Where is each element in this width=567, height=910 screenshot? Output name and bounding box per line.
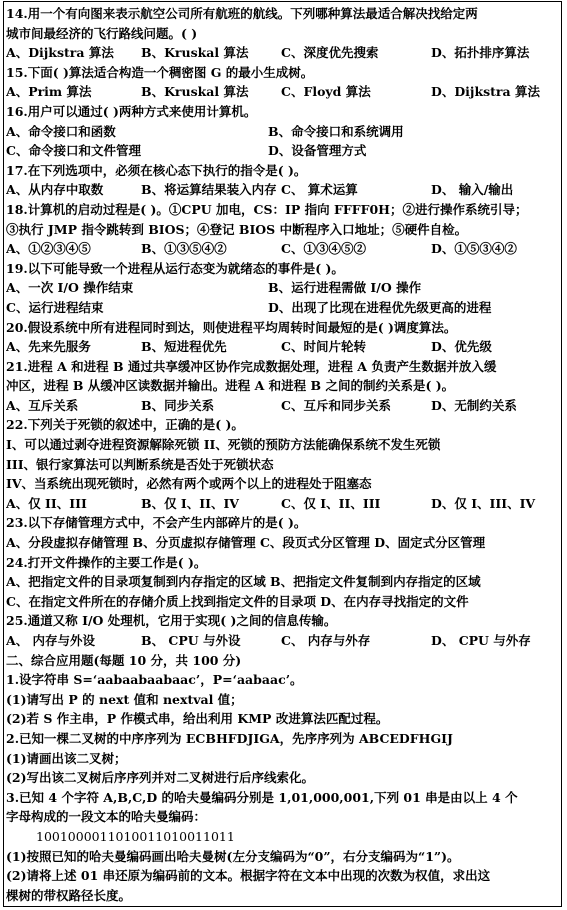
options-row [6,43,559,63]
option-item: A、 内存与外设 [6,633,96,648]
text-line: 25.通道又称 I/O 处理机，它用于实现( )之间的信息传输。 [6,613,337,629]
text-line: ③执行 JMP 指令跳转到 BIOS；④登记 BIOS 中断程序入口地址；⑤硬件自检。 [6,221,468,237]
option-item: B、仅 I、II、IV [141,495,240,511]
option-item: A、①②③④⑤ [6,241,91,257]
text-line: 17.在下列选项中，必须在核心态下执行的指令是( )。 [6,162,307,178]
option-item: A、一次 I/O 操作结束 [6,280,134,296]
code-string-line: 1001000011010011010011011 [36,828,235,844]
option-item: D、设备管理方式 [268,143,367,159]
option-item: A、Prim 算法 [6,84,92,100]
option-item: C、命令接口和文件管理 [6,143,141,159]
options-row [6,337,559,357]
text-line: I、可以通过剥夺进程资源解除死锁 II、死锁的预防方法能确保系统不发生死锁 [6,437,441,453]
option-item: A、互斥关系 [6,397,79,413]
text-line: (2)请将上述 01 串还原为编码前的文本。根据字符在文本中出现的次数为权值，求出这 [6,868,491,884]
text-line: (2)写出该二叉树后序序列并对二叉树进行后序线索化。 [6,770,315,786]
text-line: 24.打开文件操作的主要工作是( )。 [6,554,207,570]
options-row [6,82,559,102]
text-line: 城市间最经济的飞行路线问题。( ) [6,25,198,41]
text-line: (1)按照已知的哈夫曼编码画出哈夫曼树(左分支编码为“0”，右分支编码为“1”)。 [6,848,460,864]
text-line: A、把指定文件的目录项复制到内存指定的区域 B、把指定文件复制到内存指定的区域 [6,574,481,590]
option-item: A、仅 II、III [6,495,87,511]
text-line: 字母构成的一段文本的哈夫曼编码： [6,809,207,825]
option-item: B、短进程优先 [141,339,227,355]
option-item: D、优先级 [431,339,492,355]
option-item: C、运行进程结束 [6,299,104,315]
option-item: D、 CPU 与外存 [431,633,531,648]
options-row [6,122,559,142]
options-row [6,278,559,298]
text-line: 3.已知 4 个字符 A,B,C,D 的哈夫曼编码分别是 1,01,000,001,下列 01 串是由以上 4 个 [6,789,518,805]
options-row [6,631,559,651]
options-row [6,494,559,514]
text-line: 16.用户可以通过( )两种方式来使用计算机。 [6,103,257,119]
option-item: B、Kruskal 算法 [141,45,249,61]
text-line: IV、当系统出现死锁时，必然有两个或两个以上的进程处于阻塞态 [6,476,372,492]
option-item: D、仅 I、III、IV [431,495,536,511]
options-row [6,239,559,259]
option-item: C、互斥和同步关系 [281,397,391,413]
exam-page [3,1,562,907]
option-item: A、从内存中取数 [6,182,104,198]
option-item: A、Dijkstra 算法 [6,45,114,61]
option-item: B、将运算结果装入内存 [141,182,277,198]
text-line: 22.下列关于死锁的叙述中，正确的是( )。 [6,417,244,433]
text-line: 18.计算机的启动过程是( )。①CPU 加电，CS：IP 指向 FFFF0H；②进行操作系统引导； [6,201,528,217]
text-line: 二、综合应用题(每题 10 分，共 100 分) [6,652,242,668]
options-row [6,180,559,200]
option-item: D、Dijkstra 算法 [431,84,540,100]
text-line: 冲区，进程 B 从缓冲区读数据并输出。进程 A 和进程 B 之间的制约关系是( )。 [6,378,455,394]
text-line: 23.以下存储管理方式中，不会产生内部碎片的是( )。 [6,515,307,531]
option-item: A、命令接口和函数 [6,123,116,139]
option-item: D、①⑤③④② [431,241,517,257]
option-item: C、Floyd 算法 [281,84,371,100]
text-line: 21.进程 A 和进程 B 通过共享缓冲区协作完成数据处理，进程 A 负责产生数据并放入缓 [6,358,497,374]
option-item: B、命令接口和系统调用 [268,123,404,139]
text-line: III、银行家算法可以判断系统是否处于死锁状态 [6,456,274,472]
option-item: C、深度优先搜索 [281,45,379,61]
option-item: C、①③④⑤② [281,241,366,257]
option-item: B、 CPU 与外设 [141,633,241,648]
option-item: C、时间片轮转 [281,339,366,355]
option-item: C、仅 I、II、III [281,495,381,511]
text-line: 棵树的带权路径长度。 [6,887,132,903]
text-line: (1)请画出该二叉树； [6,750,127,766]
text-line: C、在指定文件所在的存储介质上找到指定文件的目录项 D、在内存寻找指定的文件 [6,593,469,609]
option-item: D、无制约关系 [431,397,517,413]
options-row [6,396,559,416]
option-item: B、同步关系 [141,397,215,413]
text-line: 2.已知一棵二叉树的中序序列为 ECBHFDJIGA，先序序列为 ABCEDFHGIJ [6,730,453,746]
text-line: (2)若 S 作主串，P 作模式串，给出利用 KMP 改进算法匹配过程。 [6,711,389,727]
option-item: D、 输入/输出 [431,182,514,198]
option-item: C、 内存与外存 [281,633,371,648]
option-item: B、①③⑤④② [141,241,227,257]
text-line: 15.下面( )算法适合构造一个稠密图 G 的最小生成树。 [6,64,314,80]
text-line: (1)请写出 P 的 next 值和 nextval 值； [6,691,243,707]
text-line: 14.用一个有向图来表示航空公司所有航班的航线。下列哪种算法最适合解决找给定两 [6,6,478,21]
options-row [6,141,559,161]
option-item: D、拓扑排序算法 [431,45,530,61]
option-item: C、 算术运算 [281,182,358,198]
option-item: B、Kruskal 算法 [141,84,249,100]
text-line: 19.以下可能导致一个进程从运行态变为就绪态的事件是( )。 [6,260,344,276]
options-row [6,298,559,318]
option-item: D、出现了比现在进程优先级更高的进程 [268,299,492,315]
option-item: B、运行进程需做 I/O 操作 [268,280,422,296]
option-item: A、先来先服务 [6,339,91,355]
text-line: 1.设字符串 S=‘aabaabaabaac’，P=‘aabaac’。 [6,672,303,688]
text-line: 20.假设系统中所有进程同时到达，则使进程平均周转时间最短的是( )调度算法。 [6,319,457,335]
text-line: A、分段虚拟存储管理 B、分页虚拟存储管理 C、段页式分区管理 D、固定式分区管理 [6,535,486,551]
